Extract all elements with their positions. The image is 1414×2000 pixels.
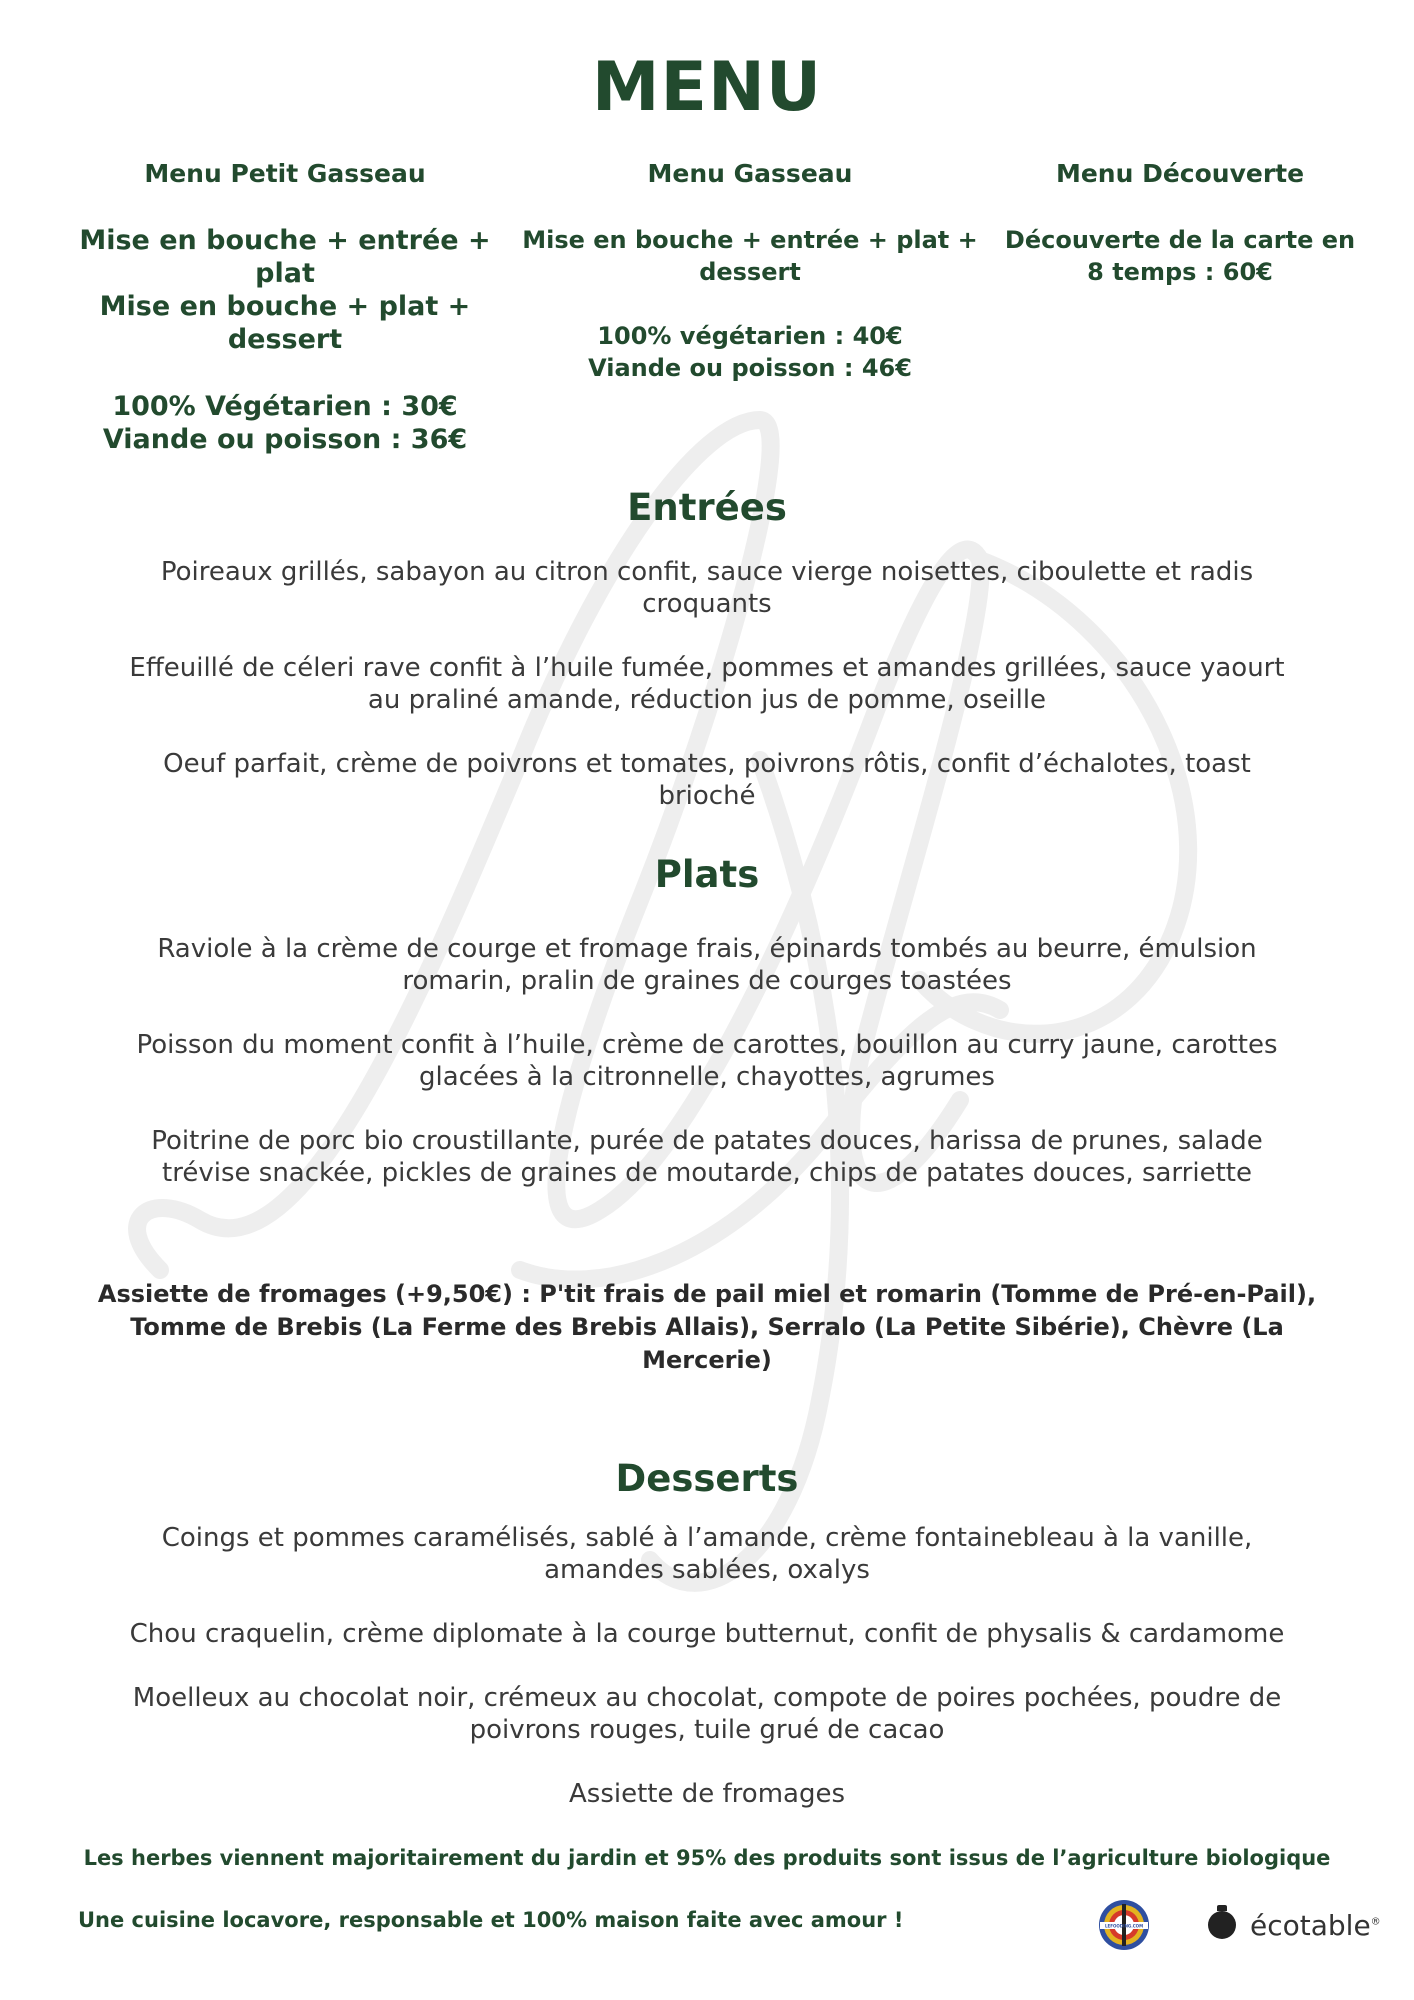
dish-line: amandes sablées, oxalys	[544, 1555, 870, 1585]
lefooding-logo-text: LEFOODING.COM	[1104, 1923, 1144, 1929]
cheese-line: Assiette de fromages (+9,50€) : P'tit frais de pail miel et romarin (Tomme de Pré-en-Pail),	[97, 1280, 1317, 1308]
dish-line: romarin, pralin de graines de courges toastées	[402, 966, 1012, 996]
footer-organic-note: Les herbes viennent majoritairement du jardin et 95% des produits sont issus de l’agriculture biologique	[83, 1846, 1331, 1870]
dish-line: croquants	[642, 589, 772, 619]
dish-item	[70, 1522, 1344, 1586]
formule-name: Menu Petit Gasseau	[144, 159, 426, 188]
formule-price: 100% Végétarien : 30€	[112, 391, 458, 422]
formule-description-line: Découverte de la carte en	[1004, 226, 1356, 254]
cheese-plate-note	[90, 1278, 1324, 1377]
formule-description-line: Mise en bouche + entrée + plat	[79, 225, 491, 289]
formule-gasseau	[520, 158, 980, 384]
formule-name: Menu Gasseau	[647, 159, 853, 188]
dish-item	[70, 1125, 1344, 1189]
formule-price: Viande ou poisson : 46€	[588, 354, 912, 382]
section-title-plats: Plats	[654, 853, 760, 896]
ecotable-mark-icon	[1208, 1911, 1236, 1939]
formule-description	[50, 224, 520, 356]
ecotable-wordmark	[1250, 1909, 1381, 1942]
footer-locavore-note: Une cuisine locavore, responsable et 100% maison faite avec amour !	[78, 1908, 904, 1932]
dish-item	[70, 1778, 1344, 1810]
ecotable-wordmark-text: écotable	[1250, 1908, 1371, 1942]
dish-line: Moelleux au chocolat noir, crémeux au chocolat, compote de poires pochées, poudre de	[132, 1683, 1282, 1713]
formule-description-line: Mise en bouche + plat +	[99, 291, 471, 322]
formule-description-line: Mise en bouche + entrée + plat +	[522, 226, 978, 254]
dish-line: poivrons rouges, tuile grué de cacao	[469, 1715, 945, 1745]
entrees-list	[70, 556, 1344, 844]
section-title-entrees: Entrées	[627, 486, 787, 529]
formule-price: 100% végétarien : 40€	[597, 322, 903, 350]
plats-list	[70, 933, 1344, 1221]
dish-line: Poitrine de porc bio croustillante, purée de patates douces, harissa de prunes, salade	[151, 1126, 1263, 1156]
formule-description	[520, 224, 980, 288]
dish-line: Assiette de fromages	[569, 1779, 845, 1809]
dish-line: au praliné amande, réduction jus de pomme, oseille	[367, 685, 1047, 715]
dish-line: glacées à la citronnelle, chayottes, agrumes	[419, 1062, 995, 1092]
dish-line: trévise snackée, pickles de graines de moutarde, chips de patates douces, sarriette	[162, 1158, 1252, 1188]
formule-description-line: dessert	[227, 324, 343, 355]
dish-item	[70, 1029, 1344, 1093]
registered-mark: ®	[1370, 1916, 1381, 1928]
page-title: MENU	[591, 48, 823, 127]
dish-line: Oeuf parfait, crème de poivrons et tomates, poivrons rôtis, confit d’échalotes, toast	[163, 749, 1251, 779]
lefooding-logo-icon	[1097, 1898, 1151, 1952]
formule-prices	[520, 320, 980, 384]
cheese-line: Tomme de Brebis (La Ferme des Brebis Allais), Serralo (La Petite Sibérie), Chèvre (La	[130, 1313, 1284, 1341]
dish-item	[70, 1682, 1344, 1746]
formule-price: Viande ou poisson : 36€	[102, 424, 468, 455]
dish-item	[70, 652, 1344, 716]
dish-line: Poireaux grillés, sabayon au citron confit, sauce vierge noisettes, ciboulette et radis	[160, 557, 1254, 587]
formule-prices	[50, 390, 520, 456]
formule-decouverte	[980, 158, 1380, 288]
section-title-desserts: Desserts	[615, 1457, 799, 1500]
dish-line: Coings et pommes caramélisés, sablé à l’amande, crème fontainebleau à la vanille,	[161, 1523, 1253, 1553]
ecotable-logo	[1208, 1905, 1381, 1945]
dish-line: Poisson du moment confit à l’huile, crème de carottes, bouillon au curry jaune, carottes	[136, 1030, 1278, 1060]
dish-item	[70, 933, 1344, 997]
desserts-list	[70, 1522, 1344, 1842]
dish-item	[70, 556, 1344, 620]
dish-item	[70, 748, 1344, 812]
dish-line: Chou craquelin, crème diplomate à la courge butternut, confit de physalis & cardamome	[129, 1619, 1285, 1649]
formule-description-line: 8 temps : 60€	[1087, 258, 1273, 286]
dish-line: Effeuillé de céleri rave confit à l’huile fumée, pommes et amandes grillées, sauce yaourt	[129, 653, 1285, 683]
formule-petit-gasseau	[50, 158, 520, 456]
formule-description	[980, 224, 1380, 288]
cheese-line: Mercerie)	[642, 1346, 772, 1374]
formule-name: Menu Découverte	[1055, 159, 1305, 188]
dish-line: Raviole à la crème de courge et fromage frais, épinards tombés au beurre, émulsion	[157, 934, 1257, 964]
dish-line: brioché	[658, 781, 756, 811]
formule-description-line: dessert	[699, 258, 801, 286]
dish-item	[70, 1618, 1344, 1650]
